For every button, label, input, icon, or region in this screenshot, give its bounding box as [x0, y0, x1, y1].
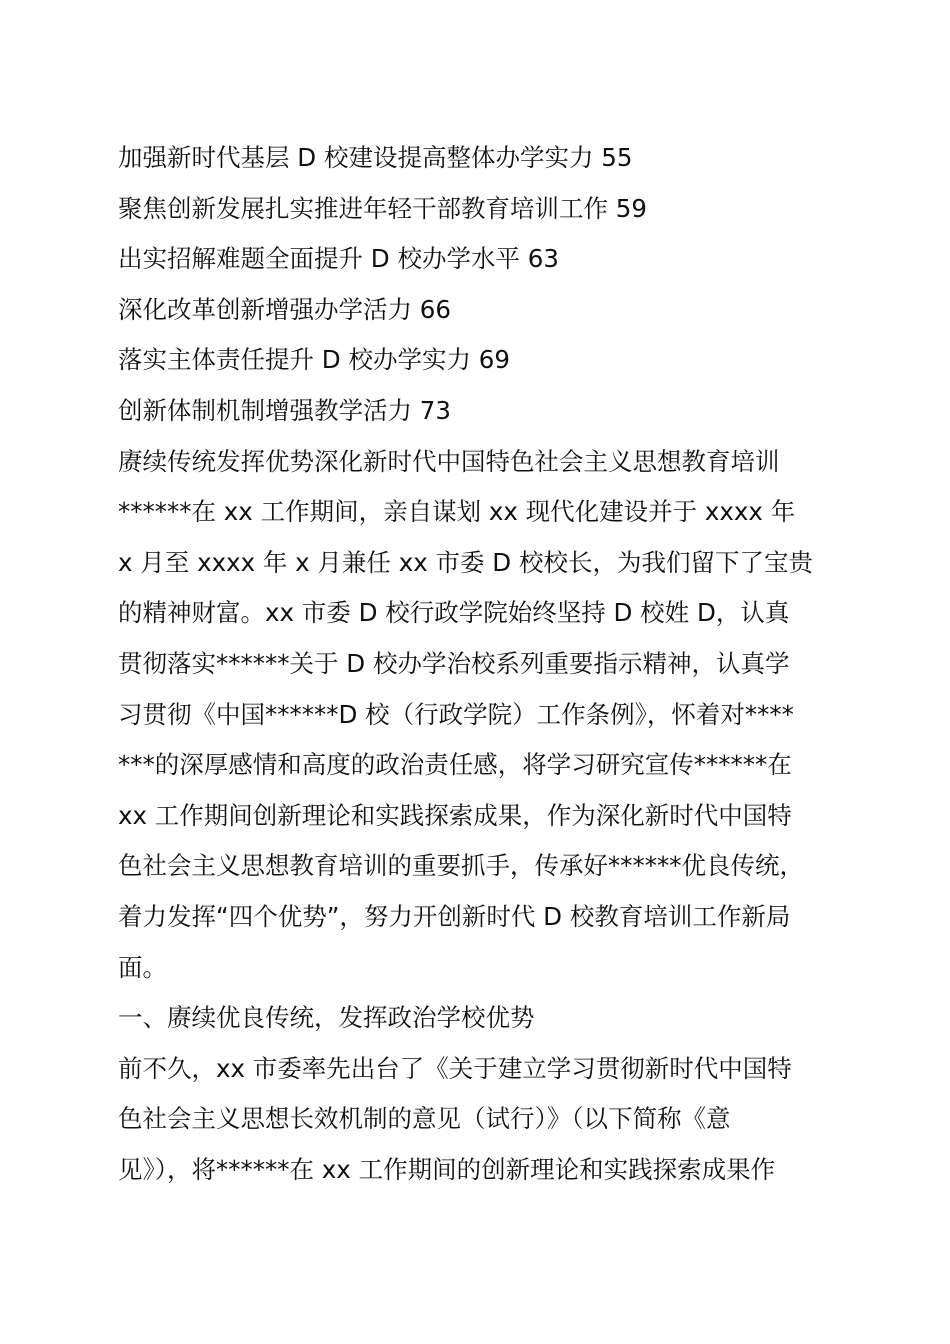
paragraph-line: 着力发挥“四个优势”，努力开创新时代 D 校教育培训工作新局: [118, 901, 791, 931]
article-title: 赓续传统发挥优势深化新时代中国特色社会主义思想教育培训: [118, 446, 780, 476]
paragraph-line: 色社会主义思想教育培训的重要抓手，传承好******优良传统，: [118, 851, 804, 881]
paragraph-line: ******在 xx 工作期间，亲自谋划 xx 现代化建设并于 xxxx 年: [118, 497, 796, 527]
paragraph-line: 色社会主义思想长效机制的意见（试行）》（以下简称《意: [118, 1104, 731, 1134]
paragraph-line: xx 工作期间创新理论和实践探索成果，作为深化新时代中国特: [118, 800, 792, 830]
toc-entry: 落实主体责任提升 D 校办学实力 69: [118, 345, 510, 375]
toc-entry: 加强新时代基层 D 校建设提高整体办学实力 55: [118, 143, 633, 172]
paragraph-line: 习贯彻《中国******D 校（行政学院）工作条例》，怀着对****: [118, 699, 794, 729]
toc-entry: 创新体制机制增强教学活力 73: [118, 395, 451, 425]
toc-entry: 深化改革创新增强办学活力 66: [118, 294, 451, 324]
toc-entry: 出实招解难题全面提升 D 校办学水平 63: [118, 244, 559, 274]
toc-entry: 聚焦创新发展扎实推进年轻干部教育培训工作 59: [118, 193, 647, 223]
paragraph-line: 面。: [118, 952, 167, 982]
paragraph-line: ***的深厚感情和高度的政治责任感，将学习研究宣传******在: [118, 750, 792, 780]
section-heading: 一、赓续优良传统，发挥政治学校优势: [118, 1003, 535, 1033]
paragraph-line: 的精神财富。xx 市委 D 校行政学院始终坚持 D 校姓 D，认真: [118, 598, 790, 628]
paragraph-line: 见》），将******在 xx 工作期间的创新理论和实践探索成果作: [118, 1154, 776, 1184]
document-body: [118, 133, 858, 1195]
paragraph-line: 贯彻落实******关于 D 校办学治校系列重要指示精神，认真学: [118, 648, 790, 678]
paragraph-line: x 月至 xxxx 年 x 月兼任 xx 市委 D 校校长，为我们留下了宝贵: [118, 547, 813, 577]
paragraph-line: 前不久，xx 市委率先出台了《关于建立学习贯彻新时代中国特: [118, 1053, 792, 1083]
